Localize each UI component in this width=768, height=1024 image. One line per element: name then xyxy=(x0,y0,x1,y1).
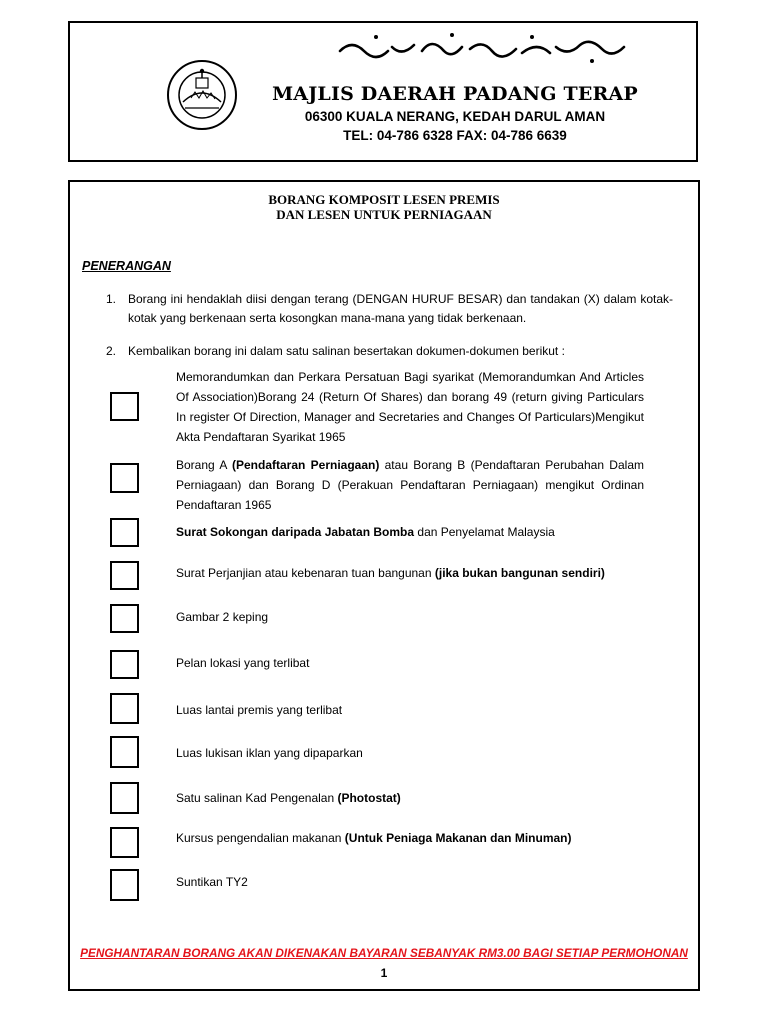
item-luas-lantai: Luas lantai premis yang terlibat xyxy=(176,703,343,717)
checkbox-luas-lukisan[interactable] xyxy=(110,736,139,768)
organization-address: 06300 KUALA NERANG, KEDAH DARUL AMAN xyxy=(304,109,606,124)
section-label: PENERANGAN xyxy=(82,259,171,273)
checkbox-kad-pengenalan[interactable] xyxy=(110,782,139,814)
instruction-number: 2. xyxy=(106,344,117,358)
form-title-line2: DAN LESEN UNTUK PERNIAGAAN xyxy=(276,207,492,222)
item-borang-a: Borang A (Pendaftaran Perniagaan) atau Borang B (Pendaftaran Perubahan Dalam Perniagaan) dan Borang D (Perakuan Pendaftaran Perniagaan) mengikut Ordinan Pendaftaran 1965 xyxy=(176,458,644,512)
item-surat-perjanjian: Surat Perjanjian atau kebenaran tuan bangunan (jika bukan bangunan sendiri) xyxy=(176,566,605,580)
item-suntikan: Suntikan TY2 xyxy=(176,875,248,889)
form-page xyxy=(68,180,700,991)
instruction-text: Kembalikan borang ini dalam satu salinan besertakan dokumen-dokumen berikut : xyxy=(128,344,565,358)
instruction-number: 1. xyxy=(106,292,117,306)
checkbox-surat-sokongan[interactable] xyxy=(110,518,139,547)
checkbox-suntikan[interactable] xyxy=(110,869,139,901)
checkbox-memorandum[interactable] xyxy=(110,392,139,421)
item-surat-sokongan: Surat Sokongan daripada Jabatan Bomba dan Penyelamat Malaysia xyxy=(176,525,555,539)
item-kad-pengenalan: Satu salinan Kad Pengenalan (Photostat) xyxy=(176,791,401,805)
item-luas-lukisan: Luas lukisan iklan yang dipaparkan xyxy=(176,746,363,760)
organization-name: MAJLIS DAERAH PADANG TERAP xyxy=(272,83,638,105)
page-number: 1 xyxy=(380,966,388,980)
item-gambar: Gambar 2 keping xyxy=(176,610,269,624)
arabic-name-calligraphy xyxy=(332,29,632,67)
council-seal-icon xyxy=(165,58,239,132)
form-title-line1: BORANG KOMPOSIT LESEN PREMIS xyxy=(268,192,500,207)
fee-notice: PENGHANTARAN BORANG AKAN DIKENAKAN BAYARAN SEBANYAK RM3.00 BAGI SETIAP PERMOHONAN xyxy=(80,946,688,960)
item-kursus-makanan: Kursus pengendalian makanan (Untuk Peniaga Makanan dan Minuman) xyxy=(176,831,572,845)
item-memorandum: Memorandumkan dan Perkara Persatuan Bagi syarikat (Memorandumkan And Articles Of Association)Borang 24 (Return Of Shares) dan borang 49 (return giving Particulars In register Of Direction, Manager and Secretaries and Changes Of Particulars)Mengikut Akta Pendaftaran Syarikat 1965 xyxy=(176,370,644,444)
letterhead xyxy=(68,21,698,162)
checkbox-luas-lantai[interactable] xyxy=(110,693,139,724)
instruction-2 xyxy=(106,342,676,362)
instruction-1 xyxy=(106,290,676,330)
instruction-text: Borang ini hendaklah diisi dengan terang (DENGAN HURUF BESAR) dan tandakan (X) dalam kotak-kotak yang berkenaan serta kosongkan mana-mana yang tidak berkenaan. xyxy=(128,292,673,325)
item-pelan-lokasi: Pelan lokasi yang terlibat xyxy=(176,656,310,670)
checkbox-gambar[interactable] xyxy=(110,604,139,633)
checkbox-borang-a[interactable] xyxy=(110,463,139,493)
checkbox-kursus-makanan[interactable] xyxy=(110,827,139,858)
checkbox-surat-perjanjian[interactable] xyxy=(110,561,139,590)
organization-contact: TEL: 04-786 6328 FAX: 04-786 6639 xyxy=(343,128,567,143)
checkbox-pelan-lokasi[interactable] xyxy=(110,650,139,679)
